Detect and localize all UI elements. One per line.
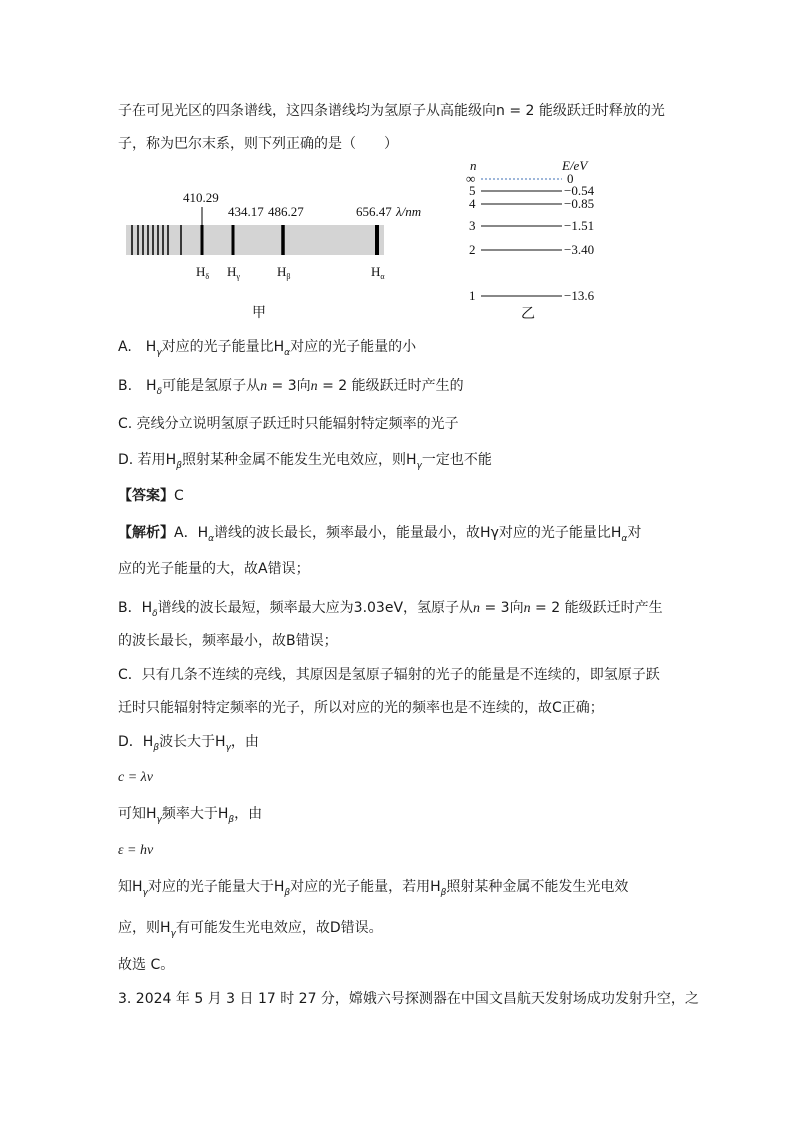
analysis-conclusion: 故选 C。 [118, 957, 175, 973]
level-e-inf: 0 [567, 171, 574, 186]
level-n-1: 1 [469, 288, 476, 303]
spectrum-band [126, 225, 384, 255]
n-header: n [470, 158, 477, 173]
line-name-beta: $H_\beta$ [277, 264, 291, 281]
wavelength-label-gamma: 434.17 [228, 204, 264, 219]
next-question-line: 3. 2024 年 5 月 3 日 17 时 27 分，嫦娥六号探测器在中国文昌航天发射场成功发射升空，之 [118, 991, 699, 1007]
option-b: B. $H_\delta$可能是氢原子从n = 3向n = 2 能级跃迁时产生的 [118, 378, 464, 397]
analysis-d-line-1: D．$H_\beta$波长大于$H_\gamma$，由 [118, 734, 259, 753]
analysis-label: 【解析】 [118, 525, 174, 541]
wavelength-label-beta: 486.27 [268, 204, 304, 219]
analysis-d-line-4: 应，则$H_\gamma$有可能发生光电效应，故D错误。 [118, 920, 383, 939]
option-a: A. $H_\gamma$对应的光子能量比$H_\alpha$对应的光子能量的小 [118, 339, 417, 358]
wavelength-unit-label: λ/nm [396, 204, 422, 219]
energy-level-diagram [455, 155, 630, 325]
analysis-c-line-1: C．只有几条不连续的亮线，其原因是氢原子辐射的光子的能量是不连续的，即氢原子跃 [118, 667, 660, 683]
wavelength-label-delta: 410.29 [183, 190, 219, 205]
equation-c-lambda-nu: c = λν [118, 770, 153, 785]
analysis-d-line-2: 可知$H_\gamma$频率大于$H_\beta$，由 [118, 806, 263, 825]
equation-epsilon-h-nu: ε = hν [118, 843, 154, 858]
option-d: D. 若用$H_\beta$照射某种金属不能发生光电效应，则$H_\gamma$一定也不能 [118, 452, 492, 471]
answer-label: 【答案】 [118, 488, 174, 504]
level-n-4: 4 [469, 196, 476, 211]
level-n-5: 5 [469, 183, 476, 198]
level-e-1: −13.6 [564, 288, 595, 303]
question-intro-line-2: 子，称为巴尔末系，则下列正确的是（ ） [118, 136, 398, 152]
answer-line [118, 486, 184, 506]
analysis-b-line-1: B．$H_\delta$谱线的波长最短，频率最大应为3.03eV，氢原子从n = 3向n = 2 能级跃迁时产生 [118, 600, 663, 619]
analysis-a-line-2: 应的光子能量的大，故A错误； [118, 561, 310, 577]
level-n-2: 2 [469, 242, 476, 257]
hydrogen-spectrum-figure [118, 180, 422, 325]
analysis-c-line-2: 迁时只能辐射特定频率的光子，所以对应的光的频率也是不连续的，故C正确； [118, 700, 604, 716]
level-n-3: 3 [469, 218, 476, 233]
level-e-4: −0.85 [564, 196, 595, 211]
option-c: C. 亮线分立说明氢原子跃迁时只能辐射特定频率的光子 [118, 416, 459, 432]
level-e-5: −0.54 [564, 183, 595, 198]
level-n-inf: ∞ [466, 171, 476, 186]
analysis-b-line-2: 的波长最长，频率最小，故B错误； [118, 633, 338, 649]
line-name-gamma: $H_\gamma$ [227, 264, 240, 281]
level-e-3: −1.51 [564, 218, 595, 233]
analysis-d-line-3: 知$H_\gamma$对应的光子能量大于$H_\beta$对应的光子能量，若用$H_\beta$照射某种金属不能发生光电效 [118, 879, 629, 898]
line-name-delta: $H_\delta$ [196, 264, 210, 281]
level-e-2: −3.40 [564, 242, 595, 257]
wavelength-label-alpha: 656.47 [356, 204, 392, 219]
energy-header: E/eV [562, 158, 588, 173]
answer-value: C [174, 488, 184, 504]
analysis-a-line-1: 【解析】A．$H_\alpha$谱线的波长最长，频率最小，能量最小，故Hγ对应的光子能量比$H_\alpha$对 [118, 525, 642, 544]
figure-caption-yi: 乙 [521, 306, 535, 322]
question-intro-line-1: 子在可见光区的四条谱线，这四条谱线均为氢原子从高能级向n = 2 能级跃迁时释放的光 [118, 103, 665, 119]
line-name-alpha: $H_\alpha$ [371, 264, 385, 281]
figure-caption-jia: 甲 [252, 305, 266, 321]
